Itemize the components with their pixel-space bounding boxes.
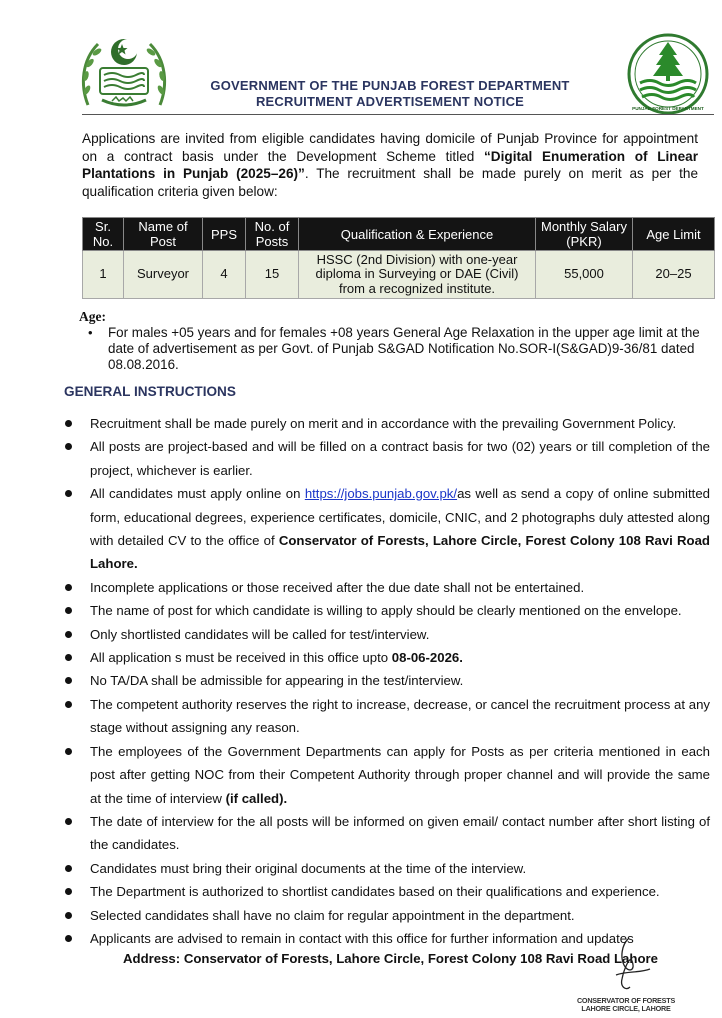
age-heading: Age: (79, 309, 106, 324)
forest-logo-caption: PUNJAB FOREST DEPARTMENT (632, 106, 704, 111)
signature-stamp (570, 935, 680, 1015)
bullet-icon (65, 888, 72, 895)
bullet-icon (65, 818, 72, 825)
col-post-name: Name of Post (124, 218, 203, 251)
col-age-limit: Age Limit (633, 218, 715, 251)
cell-post-name: Surveyor (124, 251, 203, 299)
list-item (64, 646, 710, 669)
instruction-text: Candidates must bring their original documents at the time of the interview. (90, 860, 527, 876)
age-relaxation-text: For males +05 years and for females +08 years General Age Relaxation in the upper age limit at the date of advertisement as per Govt. of Punjab S&GAD Notification No.SOR-I(S&GAD)9-36/81 dated 08.08.2016. (108, 325, 700, 372)
instruction-text: The date of interview for the all posts will be informed on given email/ contact number after short listing of the candidates. (90, 813, 710, 853)
forest-department-logo (622, 33, 714, 119)
instruction-text: Applicants are advised to remain in contact with this office for further information and updates (90, 930, 634, 946)
bullet-icon (65, 935, 72, 942)
instruction-text: All posts are project-based and will be filled on a contract basis for two (02) years or till completion of the project, whichever is earlier. (90, 439, 710, 478)
bullet-icon (65, 865, 72, 872)
stamp-line-2: LAHORE CIRCLE, LAHORE (581, 1004, 671, 1013)
stamp-line-1: CONSERVATOR OF FORESTS (576, 996, 676, 1005)
intro-text-1: Applications are invited from eligible candidates having domicile of Punjab Province for appointment on a contract basis under the Development Scheme titled (82, 131, 698, 164)
instruction-text: The name of post for which candidate is willing to apply should be clearly mentioned on the envelope. (90, 603, 682, 619)
col-pps: PPS (203, 218, 246, 251)
header-divider (82, 114, 714, 115)
instruction-text: Recruitment shall be made purely on merit and in accordance with the prevailing Government Policy. (90, 416, 677, 431)
col-salary: Monthly Salary (PKR) (536, 218, 633, 251)
cell-salary: 55,000 (536, 251, 633, 299)
if-called-bold: (if called). (225, 790, 288, 806)
header-line-2: RECRUITMENT ADVERTISEMENT NOTICE (255, 94, 525, 109)
instruction-text: Selected candidates shall have no claim for regular appointment in the department. (90, 907, 575, 923)
list-item (64, 623, 710, 646)
list-item (64, 740, 710, 810)
cell-posts-count: 15 (246, 251, 299, 299)
list-item (64, 857, 710, 880)
bullet-icon (65, 654, 72, 661)
instruction-text: Incomplete applications or those received after the due date shall not be entertained. (90, 579, 585, 595)
bullet-icon (65, 631, 72, 638)
cell-age-limit: 20–25 (633, 251, 715, 299)
list-item (64, 599, 710, 622)
instruction-text: The employees of the Government Departments can apply for Posts as per criteria mentioned in each post after getting NOC from their Competent Authority through proper channel and will provide the same at the time of interview (90, 743, 710, 806)
list-item (64, 810, 710, 857)
table-row (83, 251, 715, 299)
bullet-icon (65, 912, 72, 919)
instruction-text: No TA/DA shall be admissible for appearing in the test/interview. (90, 673, 464, 689)
scheme-title: “Digital Enumeration of Linear Plantations in Punjab (2025–26)” (82, 148, 699, 181)
bullet-icon (65, 490, 72, 497)
bullet-icon (65, 443, 72, 450)
header-line-1: GOVERNMENT OF THE PUNJAB FOREST DEPARTMENT (210, 78, 570, 93)
instruction-text: as well as send a copy of online submitted form, educational degrees, experience certificates, domicile, CNIC, and 2 photographs duly attested along with detailed CV to the office of (90, 486, 710, 549)
cell-sr-no: 1 (83, 251, 124, 299)
instruction-text: All candidates must apply online on (90, 486, 305, 502)
bullet-icon (65, 584, 72, 591)
office-address-bold: Conservator of Forests, Lahore Circle, Forest Colony 108 Ravi Road Lahore. (90, 533, 710, 572)
intro-text-2: . The recruitment shall be made purely on merit as per the qualification criteria given below: (82, 166, 699, 199)
office-address: Address: Conservator of Forests, Lahore Circle, Forest Colony 108 Ravi Road Lahore (123, 951, 658, 966)
list-item (64, 435, 710, 482)
bullet-icon (65, 701, 72, 708)
bullet-icon: • (88, 325, 93, 340)
col-sr-no: Sr. No. (83, 218, 124, 251)
posts-table (82, 217, 715, 299)
list-item (64, 880, 710, 903)
list-item (64, 576, 710, 599)
list-item (64, 412, 710, 435)
list-item (64, 904, 710, 927)
list-item (64, 669, 710, 692)
col-posts-count: No. of Posts (246, 218, 299, 251)
signature-icon (570, 935, 680, 995)
list-item (64, 693, 710, 740)
col-qualification: Qualification & Experience (299, 218, 536, 251)
general-instructions-heading: GENERAL INSTRUCTIONS (64, 384, 236, 399)
instruction-text: All application s must be received in this office upto (90, 650, 392, 666)
bullet-icon (65, 607, 72, 614)
bullet-icon (65, 677, 72, 684)
jobs-portal-link[interactable]: https://jobs.punjab.gov.pk/ (304, 486, 458, 502)
bullet-icon (65, 420, 72, 427)
cell-qualification: HSSC (2nd Division) with one-year diploma in Surveying or DAE (Civil) from a recognized institute. (299, 251, 536, 299)
instruction-text: The Department is authorized to shortlist candidates based on their qualifications and experience. (90, 884, 660, 900)
due-date: 08-06-2026. (391, 650, 463, 666)
list-item (64, 482, 710, 576)
intro-paragraph (82, 130, 698, 200)
cell-pps: 4 (203, 251, 246, 299)
table-header-row (83, 218, 715, 251)
instruction-text: Only shortlisted candidates will be called for test/interview. (90, 626, 430, 642)
instruction-text: The competent authority reserves the right to increase, decrease, or cancel the recruitment process at any stage without assigning any reason. (90, 696, 710, 736)
bullet-icon (65, 748, 72, 755)
instructions-list (64, 412, 710, 950)
